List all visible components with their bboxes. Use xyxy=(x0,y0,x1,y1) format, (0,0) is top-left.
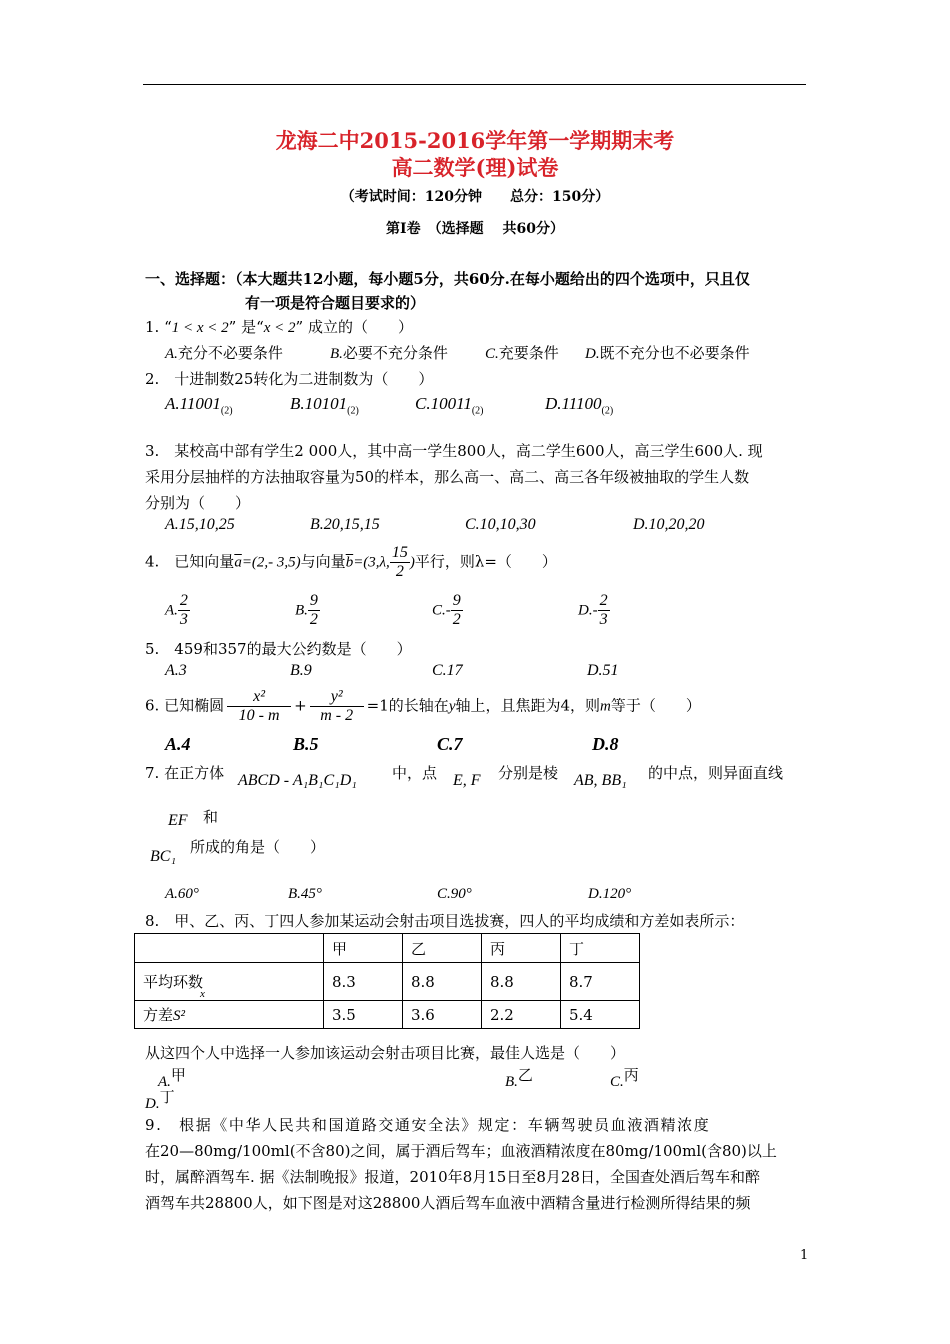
q1-option-a: A.充分不必要条件 xyxy=(165,344,283,362)
q7-option-c: C.90° xyxy=(437,886,472,902)
q4-option-c: C.- $\frac{9}{2}$ xyxy=(432,592,461,628)
q5-option-a: A.3 xyxy=(165,662,187,679)
q1-option-b: B.必要不充分条件 xyxy=(330,344,448,362)
table-row: 方差S² 3.5 3.6 2.2 5.4 xyxy=(135,1001,640,1029)
q2-option-b: $B.10101_{(2)}$ xyxy=(290,394,359,417)
q5-option-d: D.51 xyxy=(587,662,619,679)
q6-option-a: A.4 xyxy=(165,734,191,754)
exam-info: （考试时间：120分钟 总分：150分） xyxy=(340,189,610,205)
q7-mid2: 分别是棱 xyxy=(498,764,559,782)
q3-option-c: C.10,10,30 xyxy=(465,516,536,533)
q8-option-b: B.乙 xyxy=(505,1066,533,1090)
q8-option-d: D.丁 xyxy=(145,1088,175,1112)
exam-title: 龙海二中2015-2016学年第一学期期末考 xyxy=(275,128,675,153)
q7-option-d: D.120° xyxy=(588,886,632,902)
q6-option-b: B.5 xyxy=(293,734,319,754)
question-9-line3: 时，属醉酒驾车. 据《法制晚报》报道，2010年8月15日至8月28日，全国查处酒后驾车和醉 xyxy=(145,1168,760,1186)
q7-post: 的中点，则异面直线 xyxy=(648,764,784,782)
header-rule xyxy=(143,84,806,85)
q7-points: E, F xyxy=(453,772,481,789)
q6-option-c: C.7 xyxy=(437,734,463,754)
table-row: 甲 乙 丙 丁 xyxy=(135,934,640,963)
q1-option-d: D.既不充分也不必要条件 xyxy=(585,344,750,362)
q7-option-a: A.60° xyxy=(165,886,199,902)
exam-subtitle: 高二数学(理)试卷 xyxy=(391,155,559,180)
page-number: 1 xyxy=(800,1248,809,1263)
question-8-after: 从这四个人中选择一人参加该运动会射击项目比赛，最佳人选是（ ） xyxy=(145,1044,626,1062)
question-3-line3: 分别为（ ） xyxy=(145,494,251,512)
q7-post2: 所成的角是（ ） xyxy=(190,838,326,856)
q8-score-table xyxy=(134,933,640,1029)
question-5-stem: 5. 459和357的最大公约数是（ ） xyxy=(145,640,412,658)
q7-edges: AB, BB₁ xyxy=(574,772,627,789)
question-7-pre: 7. 在正方体 xyxy=(145,764,225,782)
question-9-line4: 酒驾车共28800人，如下图是对这28800人酒后驾车血液中酒精含量进行检测所得结果的频 xyxy=(145,1194,751,1212)
q1-option-c: C.充要条件 xyxy=(485,344,559,362)
q7-and: 和 xyxy=(203,808,219,826)
q3-option-b: B.20,15,15 xyxy=(310,516,380,533)
q7-bc1: BC₁ xyxy=(150,848,177,865)
volume-heading: 第Ⅰ卷 （选择题 共60分） xyxy=(386,221,564,237)
q5-option-b: B.9 xyxy=(290,662,312,679)
q7-option-b: B.45° xyxy=(288,886,322,902)
question-9-line1: 9. 根据《中华人民共和国道路交通安全法》规定：车辆驾驶员血液酒精浓度 xyxy=(145,1116,711,1134)
q6-option-d: D.8 xyxy=(592,734,619,754)
q4-option-d: D.- $\frac{2}{3}$ xyxy=(578,592,608,628)
table-row: 平均环数$_x$ 8.3 8.8 8.8 8.7 xyxy=(135,963,640,1001)
question-6-stem: 6. 已知椭圆 $\frac{\text{x²}}{10 - m}$ + $\frac{\text{y²}}{m - 2}$ =1的长轴在y轴上，且焦距为4，则m等于（ ） xyxy=(145,688,701,724)
question-4-stem: 4. 已知向量$\overline{a}=(2,-$ 3,5)与向量$\overline{b}=(3,\lambda$, $\frac{15}{2}$ )平行，则λ=（ ） xyxy=(145,544,557,580)
q2-option-c: $C.10011_{(2)}$ xyxy=(415,394,484,417)
q7-ef: EF xyxy=(168,812,188,829)
q4-option-a: A. $\frac{2}{3}$ xyxy=(165,592,188,628)
section-heading: 一、选择题：（本大题共12小题，每小题5分，共60分.在每小题给出的四个选项中，只且仅 xyxy=(145,270,750,288)
question-2-stem: 2. 十进制数25转化为二进制数为（ ） xyxy=(145,370,434,388)
question-1-stem: 1. “1 < x < 2” 是“x < 2” 成立的（ ） xyxy=(145,318,413,336)
q4-option-b: B. $\frac{9}{2}$ xyxy=(295,592,318,628)
q7-mid1: 中，点 xyxy=(392,764,438,782)
question-3-line2: 采用分层抽样的方法抽取容量为50的样本，那么高一、高二、高三各年级被抽取的学生人数 xyxy=(145,468,750,486)
question-8-stem: 8. 甲、乙、丙、丁四人参加某运动会射击项目选拔赛，四人的平均成绩和方差如表所示： xyxy=(145,912,745,930)
question-3-line1: 3. 某校高中部有学生2 000人，其中高一学生800人，高二学生600人，高三学生600人. 现 xyxy=(145,442,763,460)
q8-option-c: C.丙 xyxy=(610,1066,639,1090)
q8-option-a: A.甲 xyxy=(158,1066,186,1090)
q2-option-a: $A.11001_{(2)}$ xyxy=(165,394,233,417)
q2-option-d: $D.11100_{(2)}$ xyxy=(545,394,614,417)
q3-option-a: A.15,10,25 xyxy=(165,516,235,533)
question-9-line2: 在20—80mg/100ml(不含80)之间，属于酒后驾车；血液酒精浓度在80mg/100ml(含80)以上 xyxy=(145,1142,777,1160)
q5-option-c: C.17 xyxy=(432,662,463,679)
q3-option-d: D.10,20,20 xyxy=(633,516,705,533)
section-heading-cont: 有一项是符合题目要求的） xyxy=(245,294,426,312)
q7-cube: ABCD - A₁B₁C₁D₁ xyxy=(238,772,357,789)
